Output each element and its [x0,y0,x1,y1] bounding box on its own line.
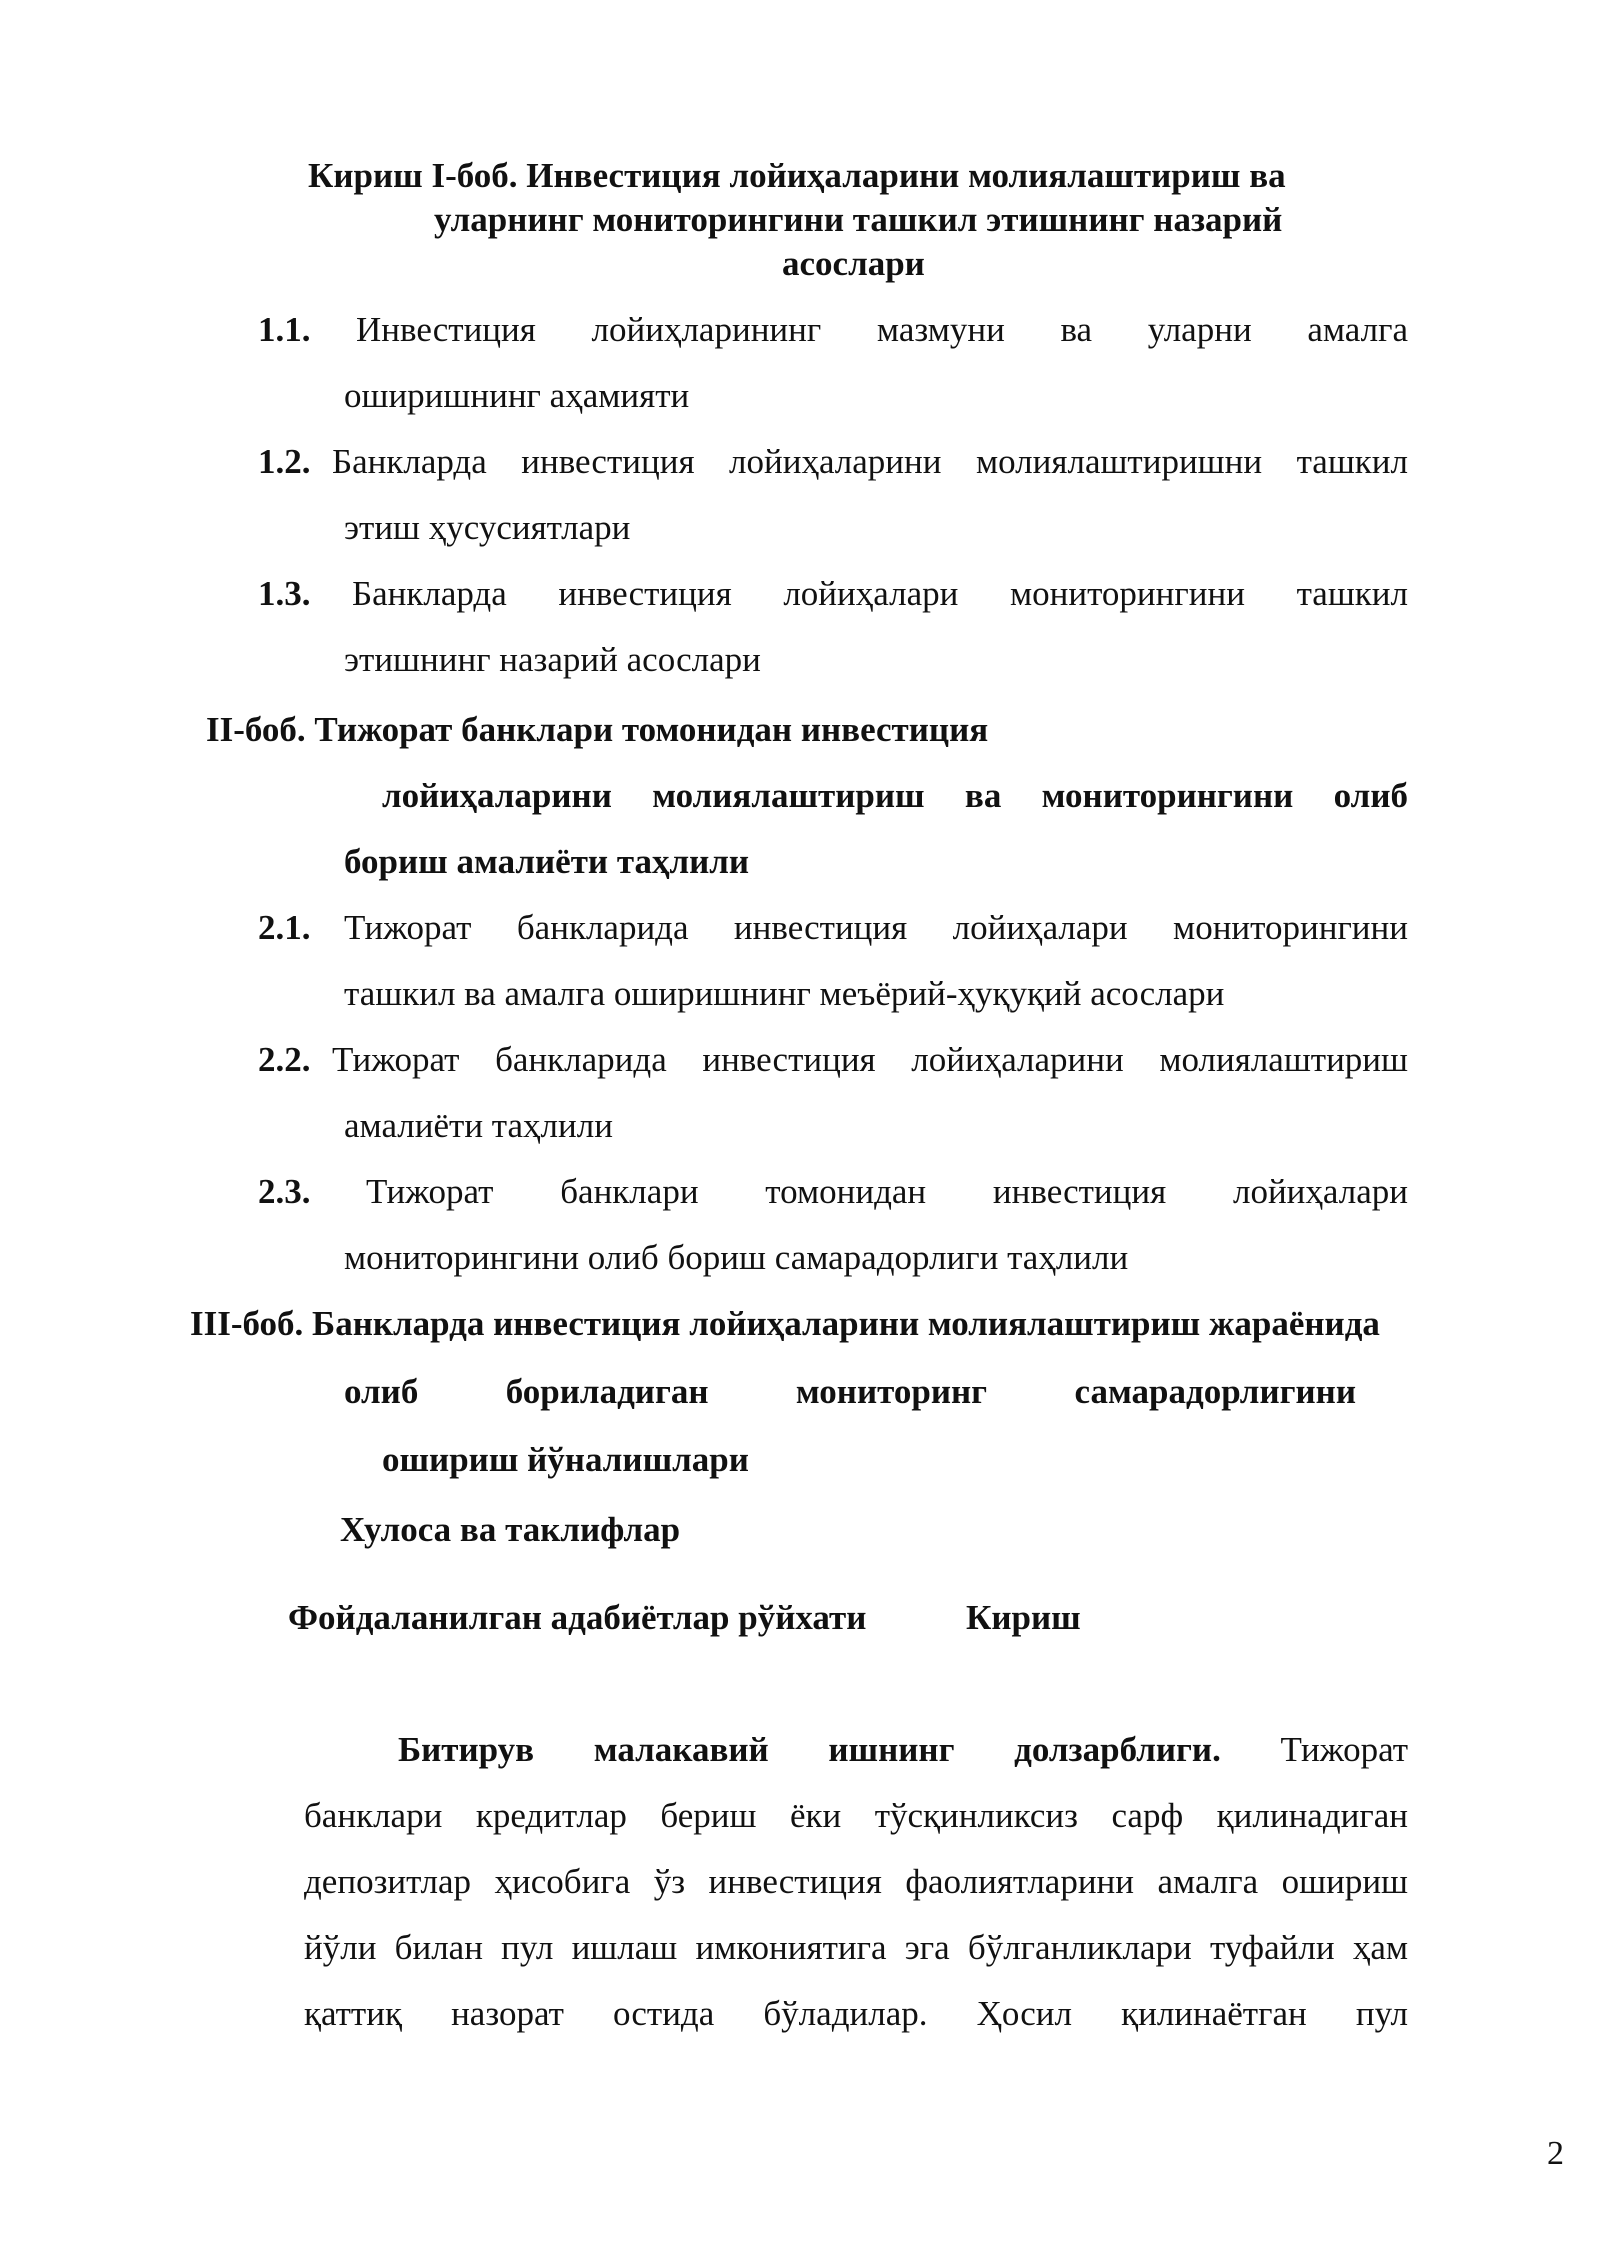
toc-conclusion: Хулоса ва таклифлар [340,1510,681,1549]
toc-item-2-1-line-2: ташкил ва амалга оширишнинг меъёрий-ҳуқуқий асослари [344,974,1225,1013]
toc-item-2-3-number: 2.3. [258,1172,311,1211]
toc-item-1-3-line-1: Банкларда инвестиция лойиҳалари мониторингини ташкил [352,574,1408,613]
toc-item-1-2-line-2: этиш ҳусусиятлари [344,508,631,547]
body-paragraph-line-1 [398,1728,1408,1772]
body-line-1-rest: Тижорат [1280,1730,1409,1769]
toc-item-1-1-number: 1.1. [258,310,311,349]
toc-chapter-2-line-3: бориш амалиёти таҳлили [344,842,750,881]
intro-heading: Кириш [966,1598,1081,1637]
toc-heading-line-1: Кириш І-боб. Инвестиция лойиҳаларини молиялаштириш ва [308,156,1286,195]
toc-heading-line-3: асослари [782,244,925,283]
body-lead-bold: Битирув малакавий ишнинг долзарблиги. [398,1730,1221,1769]
toc-item-2-3-line-2: мониторингини олиб бориш самарадорлиги таҳлили [344,1238,1129,1277]
toc-chapter-3-line-1: ІІІ-боб. Банкларда инвестиция лойиҳаларини молиялаштириш жараёнида [190,1304,1380,1343]
body-paragraph-line-2: банклари кредитлар бериш ёки тўсқинликсиз сарф қилинадиган [304,1796,1408,1835]
toc-chapter-3-line-2: олиб бориладиган мониторинг самарадорлигини [344,1372,1356,1411]
page-number: 2 [1547,2135,1564,2172]
toc-heading-line-2: уларнинг мониторингини ташкил этишнинг назарий [434,200,1283,239]
toc-item-1-3-number: 1.3. [258,574,311,613]
body-paragraph-line-4: йўли билан пул ишлаш имкониятига эга бўлганликлари туфайли ҳам [304,1928,1408,1967]
toc-chapter-3-line-3: ошириш йўналишлари [382,1440,749,1479]
toc-item-2-2-number: 2.2. [258,1040,311,1079]
toc-item-2-2-line-1: Тижорат банкларида инвестиция лойиҳаларини молиялаштириш [332,1040,1408,1079]
toc-item-1-1-line-1: Инвестиция лойиҳларининг мазмуни ва уларни амалга [356,310,1408,349]
body-paragraph-line-3: депозитлар ҳисобига ўз инвестиция фаолиятларини амалга ошириш [304,1862,1408,1901]
toc-item-1-1-line-2: оширишнинг аҳамияти [344,376,690,415]
body-paragraph-line-5: қаттиқ назорат остида бўладилар. Ҳосил қилинаётган пул [304,1994,1408,2033]
toc-item-1-2-number: 1.2. [258,442,311,481]
toc-chapter-2-line-1: ІІ-боб. Тижорат банклари томонидан инвестиция [206,710,989,749]
toc-item-2-1-line-1: Тижорат банкларида инвестиция лойиҳалари мониторингини [344,908,1408,947]
toc-item-1-3-line-2: этишнинг назарий асослари [344,640,761,679]
toc-references: Фойдаланилган адабиётлар рўйхати [288,1598,867,1637]
toc-chapter-2-line-2: лойиҳаларини молиялаштириш ва мониторингини олиб [382,776,1408,815]
toc-item-2-2-line-2: амалиёти таҳлили [344,1106,613,1145]
toc-item-1-2-line-1: Банкларда инвестиция лойиҳаларини молиялаштиришни ташкил [332,442,1408,481]
toc-item-2-3-line-1: Тижорат банклари томонидан инвестиция лойиҳалари [366,1172,1408,1211]
toc-item-2-1-number: 2.1. [258,908,311,947]
